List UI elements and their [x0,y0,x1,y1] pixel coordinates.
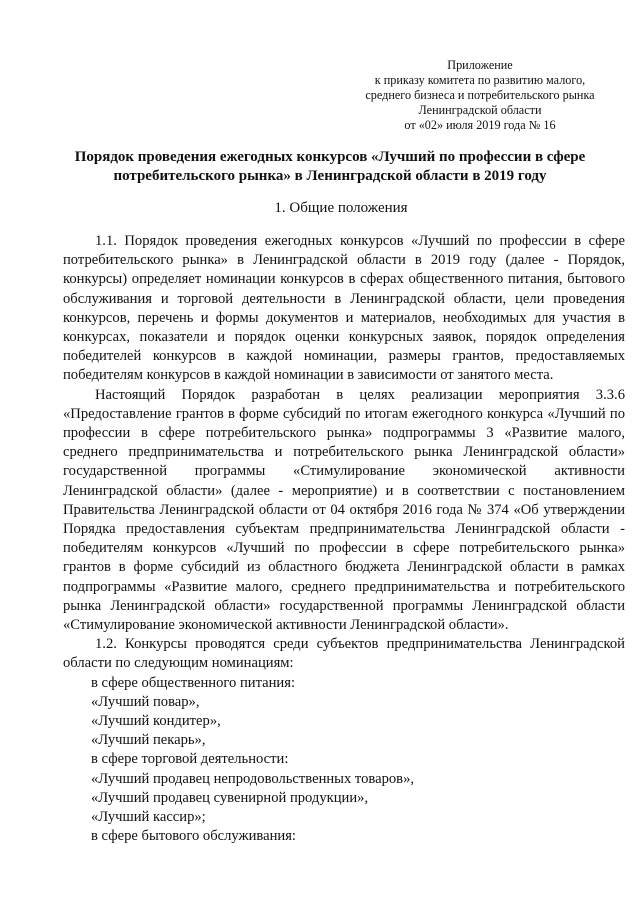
appendix-header [330,58,630,133]
document-body [63,232,625,847]
section-heading: 1. Общие положения [274,200,408,216]
nomination-list-item: «Лучший пекарь», [91,732,206,749]
nomination-list-item: в сфере торговой деятельности: [91,751,289,768]
paragraph: 1.1. Порядок проведения ежегодных конкурсов «Лучший по профессии в сфере потребительского рынка» в Ленинградской области в 2019 году (далее - Порядок, конкурсы) определяет номинации конкурсов в сферах общественного питания, бытового обслуживания и торговой деятельности в Ленинградской области, цели проведения конкурсов, перечень и формы документов и материалов, необходимых для участия в конкурсах, показатели и порядок оценки конкурсных заявок, порядок определения победителей конкурсов в каждой номинации, размеры грантов, предоставляемых победителям конкурсов в каждой номинации в зависимости от занятого места. [63,233,625,384]
appendix-header-line: от «02» июля 2019 года № 16 [404,118,556,132]
appendix-header-line: к приказу комитета по развитию малого, [374,73,586,87]
nomination-list-item: «Лучший продавец сувенирной продукции», [91,789,369,806]
nomination-list-item: «Лучший повар», [91,693,200,710]
nomination-list-item: в сфере бытового обслуживания: [91,828,296,845]
paragraph: Настоящий Порядок разработан в целях реализации мероприятия 3.3.6 «Предоставление грантов в форме субсидий по итогам ежегодного конкурса «Лучший по профессии в сфере потребительского рынка» подпрограммы 3 «Развитие малого, среднего предпринимательства и потребительского рынка Ленинградской области» государственной программы «Стимулирование экономической активности Ленинградской области» (далее - мероприятие) и в соответствии с постановлением Правительства Ленинградской области от 04 октября 2016 года № 374 «Об утверждении Порядка предоставления субъектам предпринимательства Ленинградской области - победителям конкурсов «Лучший по профессии в сфере потребительского рынка» грантов в форме субсидий из областного бюджета Ленинградской области в рамках подпрограммы «Развитие малого, среднего предпринимательства и потребительского рынка Ленинградской области» государственной программы Ленинградской области «Стимулирование экономической активности Ленинградской области». [63,386,625,634]
appendix-header-line: Ленинградской области [418,103,542,117]
nomination-list-item: «Лучший кондитер», [91,713,221,730]
document-title [70,148,590,186]
appendix-header-line: Приложение [447,58,513,72]
appendix-header-line: среднего бизнеса и потребительского рынка [365,88,595,102]
document-title-line: потребительского рынка» в Ленинградской области в 2019 году [113,168,547,184]
paragraph: 1.2. Конкурсы проводятся среди субъектов предпринимательства Ленинградской области по следующим номинациям: [63,636,625,672]
nomination-list-item: «Лучший кассир»; [91,809,206,826]
document-title-line: Порядок проведения ежегодных конкурсов «Лучший по профессии в сфере [74,149,586,165]
nomination-list-item: «Лучший продавец непродовольственных товаров», [91,770,415,787]
nomination-list-item: в сфере общественного питания: [91,674,296,691]
